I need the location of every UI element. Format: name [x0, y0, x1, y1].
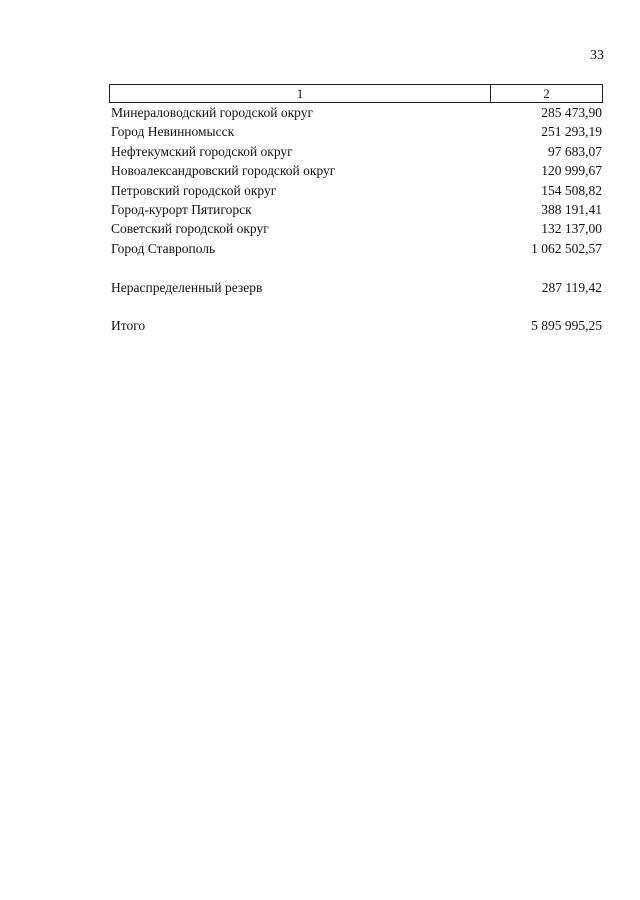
page-number: 33 — [590, 48, 604, 63]
row-value: 97 683,07 — [548, 143, 602, 159]
row-name: Петровский городской округ — [111, 182, 277, 198]
row-name: Город Невинномысск — [111, 124, 235, 140]
row-value: 5 895 995,25 — [531, 318, 602, 334]
row-value: 388 191,41 — [541, 201, 602, 217]
allocation-table — [109, 84, 603, 336]
table-row — [109, 161, 603, 180]
table-row — [109, 181, 603, 200]
row-value: 120 999,67 — [541, 163, 602, 179]
table-row — [109, 103, 603, 122]
table-header-row — [109, 84, 603, 103]
table-row — [109, 200, 603, 219]
table-row — [109, 122, 603, 141]
table-body — [109, 103, 603, 336]
column-header-1: 1 — [110, 85, 491, 102]
row-value: 251 293,19 — [541, 124, 602, 140]
row-name: Город-курорт Пятигорск — [111, 201, 252, 217]
row-name: Нефтекумский городской округ — [111, 143, 293, 159]
row-name: Советский городской округ — [111, 221, 269, 237]
row-name: Минераловодский городской округ — [111, 105, 313, 120]
row-value: 1 062 502,57 — [531, 240, 602, 256]
table-row — [109, 219, 603, 238]
row-name: Новоалександровский городской округ — [111, 163, 336, 179]
column-header-2: 2 — [543, 86, 550, 101]
row-value: 132 137,00 — [541, 221, 602, 237]
table-row — [109, 142, 603, 161]
table-row — [109, 316, 603, 335]
table-row — [109, 239, 603, 258]
row-name: Итого — [111, 318, 146, 334]
row-name: Нераспределенный резерв — [111, 279, 263, 295]
row-value: 287 119,42 — [541, 279, 602, 295]
table-row — [109, 278, 603, 297]
row-value: 285 473,90 — [541, 105, 602, 120]
row-value: 154 508,82 — [541, 182, 602, 198]
row-name: Город Ставрополь — [111, 240, 216, 256]
